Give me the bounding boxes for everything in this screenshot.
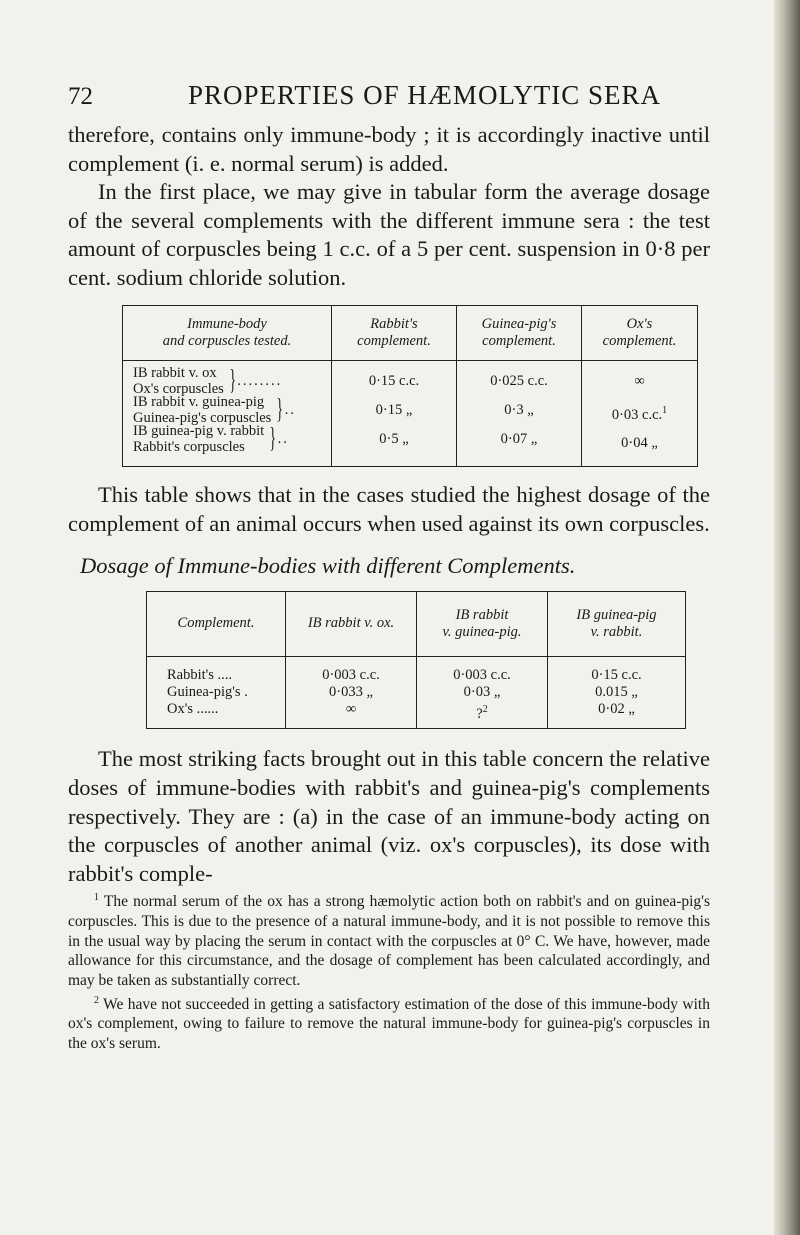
brace-glyph: } <box>276 394 284 426</box>
table2-header-ib-ox <box>286 591 417 656</box>
footnote-text: The normal serum of the ox has a strong hæmolytic action both on rabbit's and on guinea-pig's corpuscles. This is due to the presence of a natural immune-body, and it is not possible to remove this in the usual way by placing the serum in contact with the corpuscles at 0° C. We have, however, made allowance for this circumstance, and the dosage of complement has been calculated accordingly, and may be taken as substantially correct. <box>68 893 710 989</box>
table1-header-guinea-pig <box>457 305 582 360</box>
header-text: complement. <box>602 332 677 349</box>
paragraph-3: This table shows that in the cases studied the highest dosage of the complement of an animal occurs when used against its own corpuscles. <box>68 482 710 536</box>
leader-dots: ........ <box>237 373 283 390</box>
header-text: Complement. <box>177 615 255 632</box>
table-cell: 0·02 „ <box>598 700 635 717</box>
leader-dots: .. <box>284 402 297 419</box>
table2-header-complement <box>147 591 286 656</box>
table1-labels-cell <box>123 360 332 467</box>
paragraph-4: The most striking facts brought out in this table concern the relative doses of immune-bodies with rabbit's and guinea-pig's complements respectively. They are : (a) in the case of an immune-body acting on the corpuscles of another animal (viz. ox's corpuscles), its dose with rabbit's comple- <box>68 746 710 886</box>
table-cell: Ox's ...... <box>167 700 219 717</box>
table2-ox-col <box>286 656 417 729</box>
table2-caption: Dosage of Immune-bodies with different Complements. <box>80 552 576 578</box>
table-cell: 0·3 „ <box>504 401 534 418</box>
table2-guinea-col <box>417 656 548 729</box>
cell-value: 0·04 „ <box>621 435 658 452</box>
table1-header-row <box>123 305 698 360</box>
table-cell: 0·15 c.c. <box>591 666 642 683</box>
table2-header-ib-rabbit <box>548 591 686 656</box>
table1-label <box>133 425 327 454</box>
footnote-mark: 1 <box>94 892 99 904</box>
table-cell: ∞ <box>345 700 357 717</box>
header-text: Guinea-pig's <box>481 315 557 332</box>
page-edge-shadow <box>774 0 800 1235</box>
leader-dots: .. <box>277 431 289 448</box>
header-text: IB rabbit v. ox. <box>307 615 395 632</box>
running-title: PROPERTIES OF HÆMOLYTIC SERA <box>188 80 661 110</box>
table-cell: 0·003 c.c. <box>453 666 511 683</box>
page-header <box>68 80 710 111</box>
table-cell: 0·03 „ <box>463 683 501 700</box>
header-text: v. guinea-pig. <box>442 623 522 640</box>
footnote-ref: 1 <box>662 404 668 416</box>
footnote-mark: 2 <box>94 994 99 1006</box>
table2-rabbit-col <box>548 656 686 729</box>
table-cell <box>586 429 693 458</box>
brace-glyph: } <box>229 365 236 397</box>
table2-header-ib-guinea <box>417 591 548 656</box>
table-cell: 0·033 „ <box>329 683 373 700</box>
table-cell: Guinea-pig's . <box>167 683 248 700</box>
paragraph-1: therefore, contains only immune-body ; it is accordingly inactive until complement (i. e. normal serum) is added. <box>68 122 710 176</box>
label-line: Rabbit's corpuscles <box>133 439 245 456</box>
table1-header-ox <box>582 305 698 360</box>
table1-header-immune-body <box>123 305 332 360</box>
table2-body-row <box>147 656 686 729</box>
header-text: and corpuscles tested. <box>162 332 292 349</box>
label-line: IB rabbit v. ox <box>133 365 217 382</box>
header-text: Rabbit's <box>370 315 418 332</box>
brace-glyph: } <box>269 423 277 455</box>
paragraph-2: In the first place, we may give in tabular form the average dosage of the several complements with the different immune sera : the test amount of corpuscles being 1 c.c. of a 5 per cent. suspension in 0·8 per cent. sodium chloride solution. <box>68 179 710 290</box>
label-line: Ox's corpuscles <box>133 381 224 398</box>
footnote-ref: 2 <box>482 703 488 715</box>
table2-header-row <box>147 591 686 656</box>
label-line: IB rabbit v. guinea-pig <box>133 394 265 411</box>
cell-value: ? <box>476 705 483 722</box>
table1-body-row <box>123 360 698 467</box>
table-cell: 0·15 c.c. <box>368 372 420 389</box>
table-cell <box>586 367 693 396</box>
table-cell: Rabbit's .... <box>167 666 233 683</box>
book-page <box>68 80 710 1053</box>
footnote-text: We have not succeeded in getting a satisfactory estimation of the dose of this immune-body with ox's complement, owing to failure to remove the natural immune-body for guinea-pig's corpuscles in the ox's serum. <box>68 995 710 1052</box>
table-cell: 0·15 „ <box>375 401 413 418</box>
cell-value: 0·03 c.c. <box>611 406 663 423</box>
immune-body-dosage-table <box>146 591 686 730</box>
complement-dosage-table <box>122 305 698 468</box>
header-text: Ox's <box>626 315 653 332</box>
label-line: IB guinea-pig v. rabbit <box>133 423 265 440</box>
table1-guinea-col <box>457 360 582 467</box>
table2-labels-col <box>147 656 286 729</box>
header-text: IB guinea-pig <box>576 606 657 623</box>
table1-header-rabbit <box>332 305 457 360</box>
header-text: v. rabbit. <box>590 623 643 640</box>
table-cell <box>421 701 543 723</box>
table-cell: 0·07 „ <box>500 430 538 447</box>
footnote-2 <box>68 991 710 1054</box>
header-text: IB rabbit <box>455 606 509 623</box>
label-line: Guinea-pig's corpuscles <box>133 410 272 427</box>
header-text: Immune-body <box>187 315 267 332</box>
table-cell: 0·003 c.c. <box>322 666 380 683</box>
table1-ox-col <box>582 360 698 467</box>
table-cell: 0·025 c.c. <box>490 372 548 389</box>
table1-rabbit-col <box>332 360 457 467</box>
page-number: 72 <box>68 83 93 110</box>
table-cell: 0.015 „ <box>595 683 638 700</box>
table1-label <box>133 396 327 425</box>
table-cell: 0·5 „ <box>379 430 409 447</box>
table1-label <box>133 367 327 396</box>
table-cell <box>586 396 693 430</box>
cell-value: ∞ <box>634 372 645 389</box>
header-text: complement. <box>357 332 431 349</box>
header-text: complement. <box>482 332 556 349</box>
footnote-1 <box>68 888 710 990</box>
